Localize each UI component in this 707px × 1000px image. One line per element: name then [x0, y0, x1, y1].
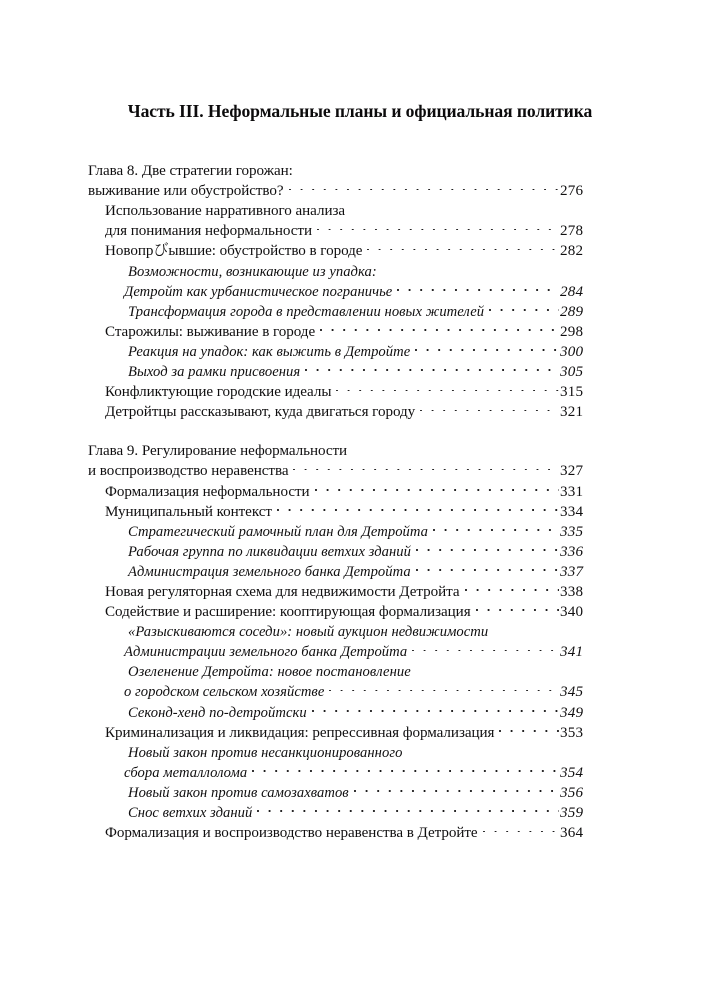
toc-page-number: 305 — [560, 364, 584, 381]
toc-entry[interactable] — [0, 296, 707, 320]
toc-entry-title: о городском сельском хозяйстве — [124, 684, 325, 701]
toc-page-number: 359 — [560, 805, 584, 821]
toc-entry-line — [0, 155, 707, 180]
toc-page-number: 298 — [560, 323, 584, 340]
dot-leader — [312, 696, 559, 716]
toc-page-number: 321 — [560, 404, 584, 421]
dot-leader — [354, 777, 559, 797]
dot-leader — [465, 576, 560, 596]
toc-page-number: 334 — [560, 503, 584, 520]
toc-entry-title: Формализация и воспроизводство неравенства в Детройте — [105, 825, 478, 842]
toc-entry-title: Стратегический рамочный план для Детройта — [128, 523, 428, 540]
toc-page-number: 364 — [560, 825, 584, 842]
toc-entry[interactable] — [0, 255, 707, 300]
dot-leader — [298, 155, 559, 175]
toc-entry-line — [0, 316, 707, 340]
toc-page-number: 338 — [560, 583, 584, 600]
toc-page-number: 282 — [560, 243, 584, 260]
toc-page-number: 335 — [560, 523, 584, 540]
toc-entry-line — [0, 296, 707, 320]
dot-leader — [305, 356, 559, 376]
toc-entry[interactable] — [0, 435, 707, 480]
dot-leader — [416, 556, 559, 576]
toc-entry-line — [0, 376, 707, 401]
toc-page-number: 331 — [560, 483, 584, 500]
toc-entry-line — [0, 536, 707, 560]
toc-entry[interactable] — [0, 336, 707, 360]
toc-entry-title: Формализация неформальности — [105, 483, 310, 500]
toc-page-number: 340 — [560, 604, 584, 621]
toc-entry-line — [0, 435, 707, 460]
toc-page-number: 315 — [560, 384, 584, 401]
dot-leader — [489, 296, 559, 316]
toc-entry[interactable] — [0, 396, 707, 421]
toc-entry-title: Администрации земельного банка Детройта — [124, 644, 408, 661]
dot-leader — [499, 717, 559, 737]
dot-leader — [420, 396, 559, 416]
toc-entry[interactable] — [0, 155, 707, 200]
toc-entry-line — [0, 717, 707, 741]
toc-page-number: 284 — [560, 283, 584, 300]
dot-leader — [416, 656, 559, 676]
toc-entry[interactable] — [0, 356, 707, 381]
toc-entry-line — [0, 576, 707, 600]
toc-entry-line — [0, 797, 707, 821]
toc-entry-title: Новый закон против несанкционированного — [128, 744, 403, 761]
toc-entry-title: Детройтцы рассказывают, куда двигаться городу — [105, 404, 416, 421]
toc-entry[interactable] — [0, 536, 707, 560]
toc-page-number: 341 — [560, 644, 584, 661]
toc-entry-line — [0, 556, 707, 580]
toc-entry-title: выживание или обустройство? — [88, 183, 284, 200]
toc-page-number: 289 — [560, 303, 584, 320]
toc-entry-title: Содействие и расширение: кооптирующая формализация — [105, 604, 471, 621]
toc-entry-line — [0, 777, 707, 801]
toc-entry-title: Выход за рамки присвоения — [128, 364, 301, 381]
toc-entry-line — [0, 356, 707, 381]
dot-leader — [483, 817, 559, 837]
dot-leader — [493, 616, 559, 636]
dot-leader — [252, 757, 559, 777]
toc-entry-line — [0, 496, 707, 520]
toc-entry[interactable] — [0, 195, 707, 240]
dot-leader — [350, 195, 559, 215]
toc-page-number: 276 — [560, 183, 584, 200]
toc-entry[interactable] — [0, 475, 707, 500]
dot-leader — [476, 596, 559, 616]
dot-leader — [415, 336, 559, 356]
toc-entry-line — [0, 235, 707, 260]
toc-entry-title: Использование нарративного анализа — [105, 203, 346, 220]
toc-entry[interactable] — [0, 235, 707, 260]
dot-leader — [293, 455, 559, 475]
toc-entry-line — [0, 336, 707, 360]
toc-entry[interactable] — [0, 376, 707, 401]
toc-entry-title: Муниципальный контекст — [105, 503, 272, 520]
toc-entry[interactable] — [0, 656, 707, 701]
toc-page-number: 345 — [560, 684, 584, 701]
toc-entry-title: Старожилы: выживание в городе — [105, 323, 316, 340]
toc-entry[interactable] — [0, 576, 707, 600]
toc-entry[interactable] — [0, 717, 707, 741]
toc-page-number: 337 — [560, 563, 584, 580]
toc-entry-title: Новый закон против самозахватов — [128, 784, 349, 801]
toc-entry-line — [0, 396, 707, 421]
toc-page-number: 356 — [560, 784, 584, 801]
toc-entry[interactable] — [0, 496, 707, 520]
toc-page-number: 349 — [560, 704, 584, 721]
dot-leader — [412, 636, 559, 656]
dot-leader — [257, 797, 559, 817]
toc-entry[interactable] — [0, 737, 707, 781]
toc-page-number: 300 — [560, 343, 584, 360]
dot-leader — [336, 376, 559, 396]
toc-entry-title: Возможности, возникающие из упадка: — [128, 263, 377, 280]
toc-entry[interactable] — [0, 797, 707, 821]
toc-entry-title: и воспроизводство неравенства — [88, 463, 289, 480]
toc-entry-line — [0, 676, 707, 701]
dot-leader — [277, 496, 559, 516]
toc-entry-title: Секонд-хенд по-детройтски — [128, 704, 307, 721]
toc-page-number: 336 — [560, 543, 584, 560]
toc-entry[interactable] — [0, 616, 707, 661]
toc-entry-line — [0, 255, 707, 280]
toc-entry-title: Реакция на упадок: как выжить в Детройте — [128, 343, 411, 360]
toc-entry-title: Снос ветхих зданий — [128, 805, 253, 821]
toc-entry-line — [0, 817, 707, 842]
toc-entry-line — [0, 696, 707, 721]
toc-entry-line — [0, 596, 707, 621]
dot-leader — [416, 536, 559, 556]
dot-leader — [407, 737, 559, 757]
toc-entry-line — [0, 656, 707, 681]
dot-leader — [317, 215, 559, 235]
toc-entry[interactable] — [0, 696, 707, 721]
toc-entry-title: «Разыскиваются соседи»: новый аукцион недвижимости — [128, 624, 489, 641]
dot-leader — [433, 516, 559, 536]
dot-leader — [382, 255, 559, 275]
toc-entry-line — [0, 195, 707, 220]
toc-entry-title: Трансформация города в представлении новых жителей — [128, 303, 485, 320]
toc-entry-title: Администрация земельного банка Детройта — [128, 563, 411, 580]
toc-entry[interactable] — [0, 516, 707, 540]
toc-entry-line — [0, 475, 707, 500]
toc-entry-line — [0, 757, 707, 781]
toc-page-number: 278 — [560, 223, 584, 240]
toc-entry-title: Рабочая группа по ликвидации ветхих зданий — [128, 543, 411, 560]
toc-page-number: 327 — [560, 463, 584, 480]
toc-entry-title: для понимания неформальности — [105, 223, 313, 240]
toc-entry[interactable] — [0, 596, 707, 621]
toc-entry-title: Конфликтующие городские идеалы — [105, 384, 332, 401]
toc-page-number: 353 — [560, 724, 584, 741]
toc-entry[interactable] — [0, 817, 707, 842]
toc-entry-line — [0, 737, 707, 761]
toc-list — [0, 155, 707, 842]
toc-entry[interactable] — [0, 556, 707, 580]
toc-entry-title: Новая регуляторная схема для недвижимости Детройта — [105, 583, 460, 600]
toc-entry-title: Глава 8. Две стратегии горожан: — [88, 163, 293, 180]
toc-entry-title: Озеленение Детройта: новое постановление — [128, 664, 411, 681]
toc-entry[interactable] — [0, 777, 707, 801]
dot-leader — [367, 235, 559, 255]
toc-entry-title: сбора металлолома — [124, 764, 248, 781]
toc-entry-line — [0, 516, 707, 540]
part-title: Часть III. Неформальные планы и официальная политика — [127, 101, 593, 121]
dot-leader — [397, 276, 559, 296]
toc-entry-title: Криминализация и ликвидация: репрессивная формализация — [105, 724, 495, 741]
toc-entry-title: Глава 9. Регулирование неформальности — [88, 443, 348, 460]
dot-leader — [289, 175, 559, 195]
toc-entry[interactable] — [0, 316, 707, 340]
toc-entry-title: Новопрびывшие: обустройство в городе — [105, 243, 363, 260]
toc-entry-line — [0, 616, 707, 641]
toc-page-number: 354 — [560, 764, 584, 781]
dot-leader — [352, 435, 559, 455]
dot-leader — [315, 475, 559, 495]
dot-leader — [329, 676, 559, 696]
toc-entry-title: Детройт как урбанистическое пограничье — [124, 283, 393, 300]
dot-leader — [320, 316, 559, 336]
